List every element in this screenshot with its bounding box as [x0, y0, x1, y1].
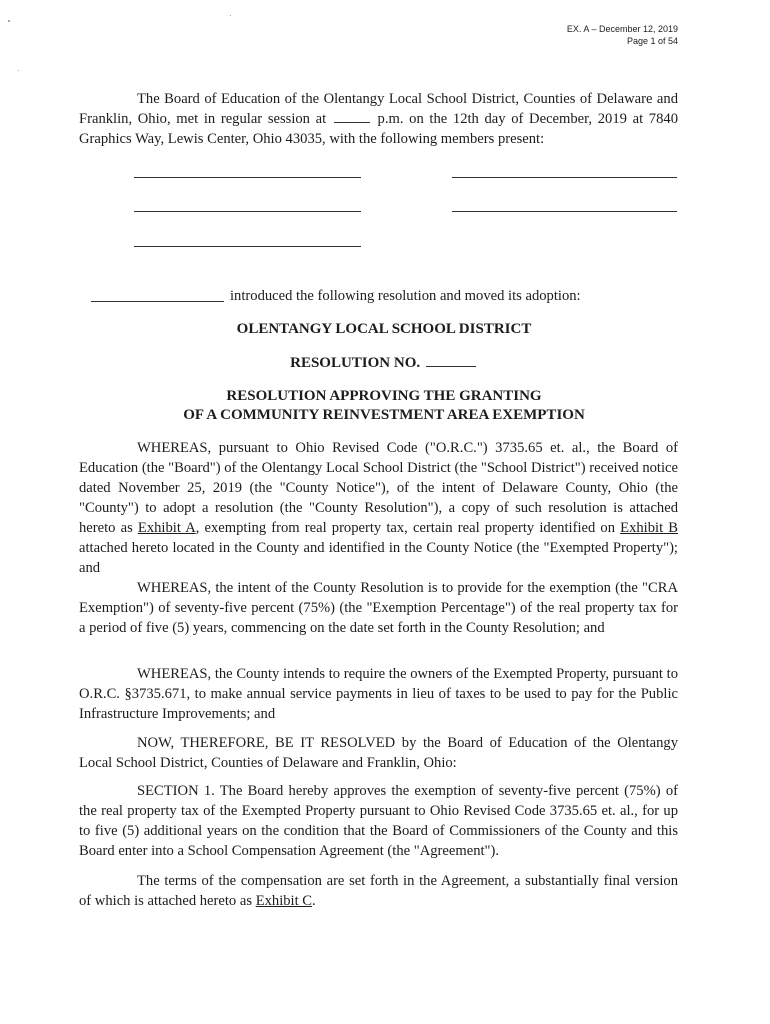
member-line-5 — [134, 246, 361, 247]
terms-paragraph — [79, 871, 678, 911]
section-1-paragraph — [79, 781, 678, 861]
resolution-number-blank — [426, 354, 476, 367]
resolution-number — [79, 353, 689, 373]
whereas1-text-a: WHEREAS, pursuant to Ohio Revised Code ("O.R.C.") 3735.65 et. al., the Board of Education (the "Board") of the Olentangy Local School District (the "School District") received notice dated November 25, 2019 (the "County Notice"), of the intent of Delaware County, Ohio (the "County") to adopt a resolution (the "County Resolution"), a copy of such resolution is attached hereto as — [79, 440, 678, 536]
introduced-text: introduced the following resolution and moved its adoption: — [230, 288, 581, 304]
resolution-number-label: RESOLUTION NO. — [290, 355, 421, 371]
scan-speck — [230, 15, 231, 16]
whereas-paragraph-3 — [79, 664, 678, 724]
terms-text: The terms of the compensation are set forth in the Agreement, a substantially final version of which is attached hereto as — [79, 873, 678, 909]
whereas-paragraph-2 — [79, 578, 678, 638]
whereas2-text: WHEREAS, the intent of the County Resolution is to provide for the exemption (the "CRA Exemption") of seventy-five percent (75%) (the "Exemption Percentage") of the real property tax for a period of five (5) years, commencing on the date set forth in the County Resolution; and — [79, 580, 678, 636]
section-1-text: SECTION 1. The Board hereby approves the exemption of seventy-five percent (75%) of the real property tax of the Exempted Property pursuant to Ohio Revised Code 3735.65 et. al., for up to five (5) additional years on the condition that the Board of Commissioners of the County and this Board enter into a School Compensation Agreement (the "Agreement"). — [79, 783, 678, 859]
member-line-2 — [452, 177, 677, 178]
resolved-paragraph — [79, 733, 678, 773]
whereas3-text: WHEREAS, the County intends to require the owners of the Exempted Property, pursuant to O.R.C. §3735.671, to make annual service payments in lieu of taxes to be used to pay for the Public Infrastructure Improvements; and — [79, 666, 678, 722]
member-line-4 — [452, 211, 677, 212]
resolved-text: NOW, THEREFORE, BE IT RESOLVED by the Board of Education of the Olentangy Local School District, Counties of Delaware and Franklin, Ohio: — [79, 735, 678, 771]
mover-line — [91, 301, 224, 302]
intro-text-2: p.m. on the 12th day of December, 2019 at 7840 Graphics Way, Lewis Center, Ohio 43035, with the following members present: — [79, 111, 678, 147]
exhibit-a-link: Exhibit A — [137, 520, 196, 536]
member-line-3 — [134, 211, 361, 212]
member-line-1 — [134, 177, 361, 178]
intro-text-1: The Board of Education of the Olentangy Local School District, Counties of Delaware and Franklin, Ohio, met in regular session at — [79, 91, 678, 127]
whereas-paragraph-1 — [79, 438, 678, 578]
intro-paragraph — [79, 89, 678, 149]
scan-speck — [18, 70, 19, 71]
whereas1-text-c: attached hereto located in the County and identified in the County Notice (the "Exempted Property"); and — [79, 540, 678, 576]
exhibit-b-link: Exhibit B — [620, 520, 678, 536]
terms-end: . — [312, 893, 316, 909]
district-title: OLENTANGY LOCAL SCHOOL DISTRICT — [236, 321, 532, 337]
resolution-title-line-1: RESOLUTION APPROVING THE GRANTING — [226, 388, 542, 404]
exhibit-c-link: Exhibit C — [255, 893, 313, 909]
time-blank — [334, 110, 370, 123]
exhibit-label: EX. A – December 12, 2019 — [566, 24, 678, 34]
resolution-title-line-2: OF A COMMUNITY REINVESTMENT AREA EXEMPTION — [183, 407, 585, 423]
page-number: Page 1 of 54 — [626, 36, 678, 46]
scan-speck — [8, 20, 10, 22]
whereas1-text-b: , exempting from real property tax, certain real property identified on — [195, 520, 616, 536]
